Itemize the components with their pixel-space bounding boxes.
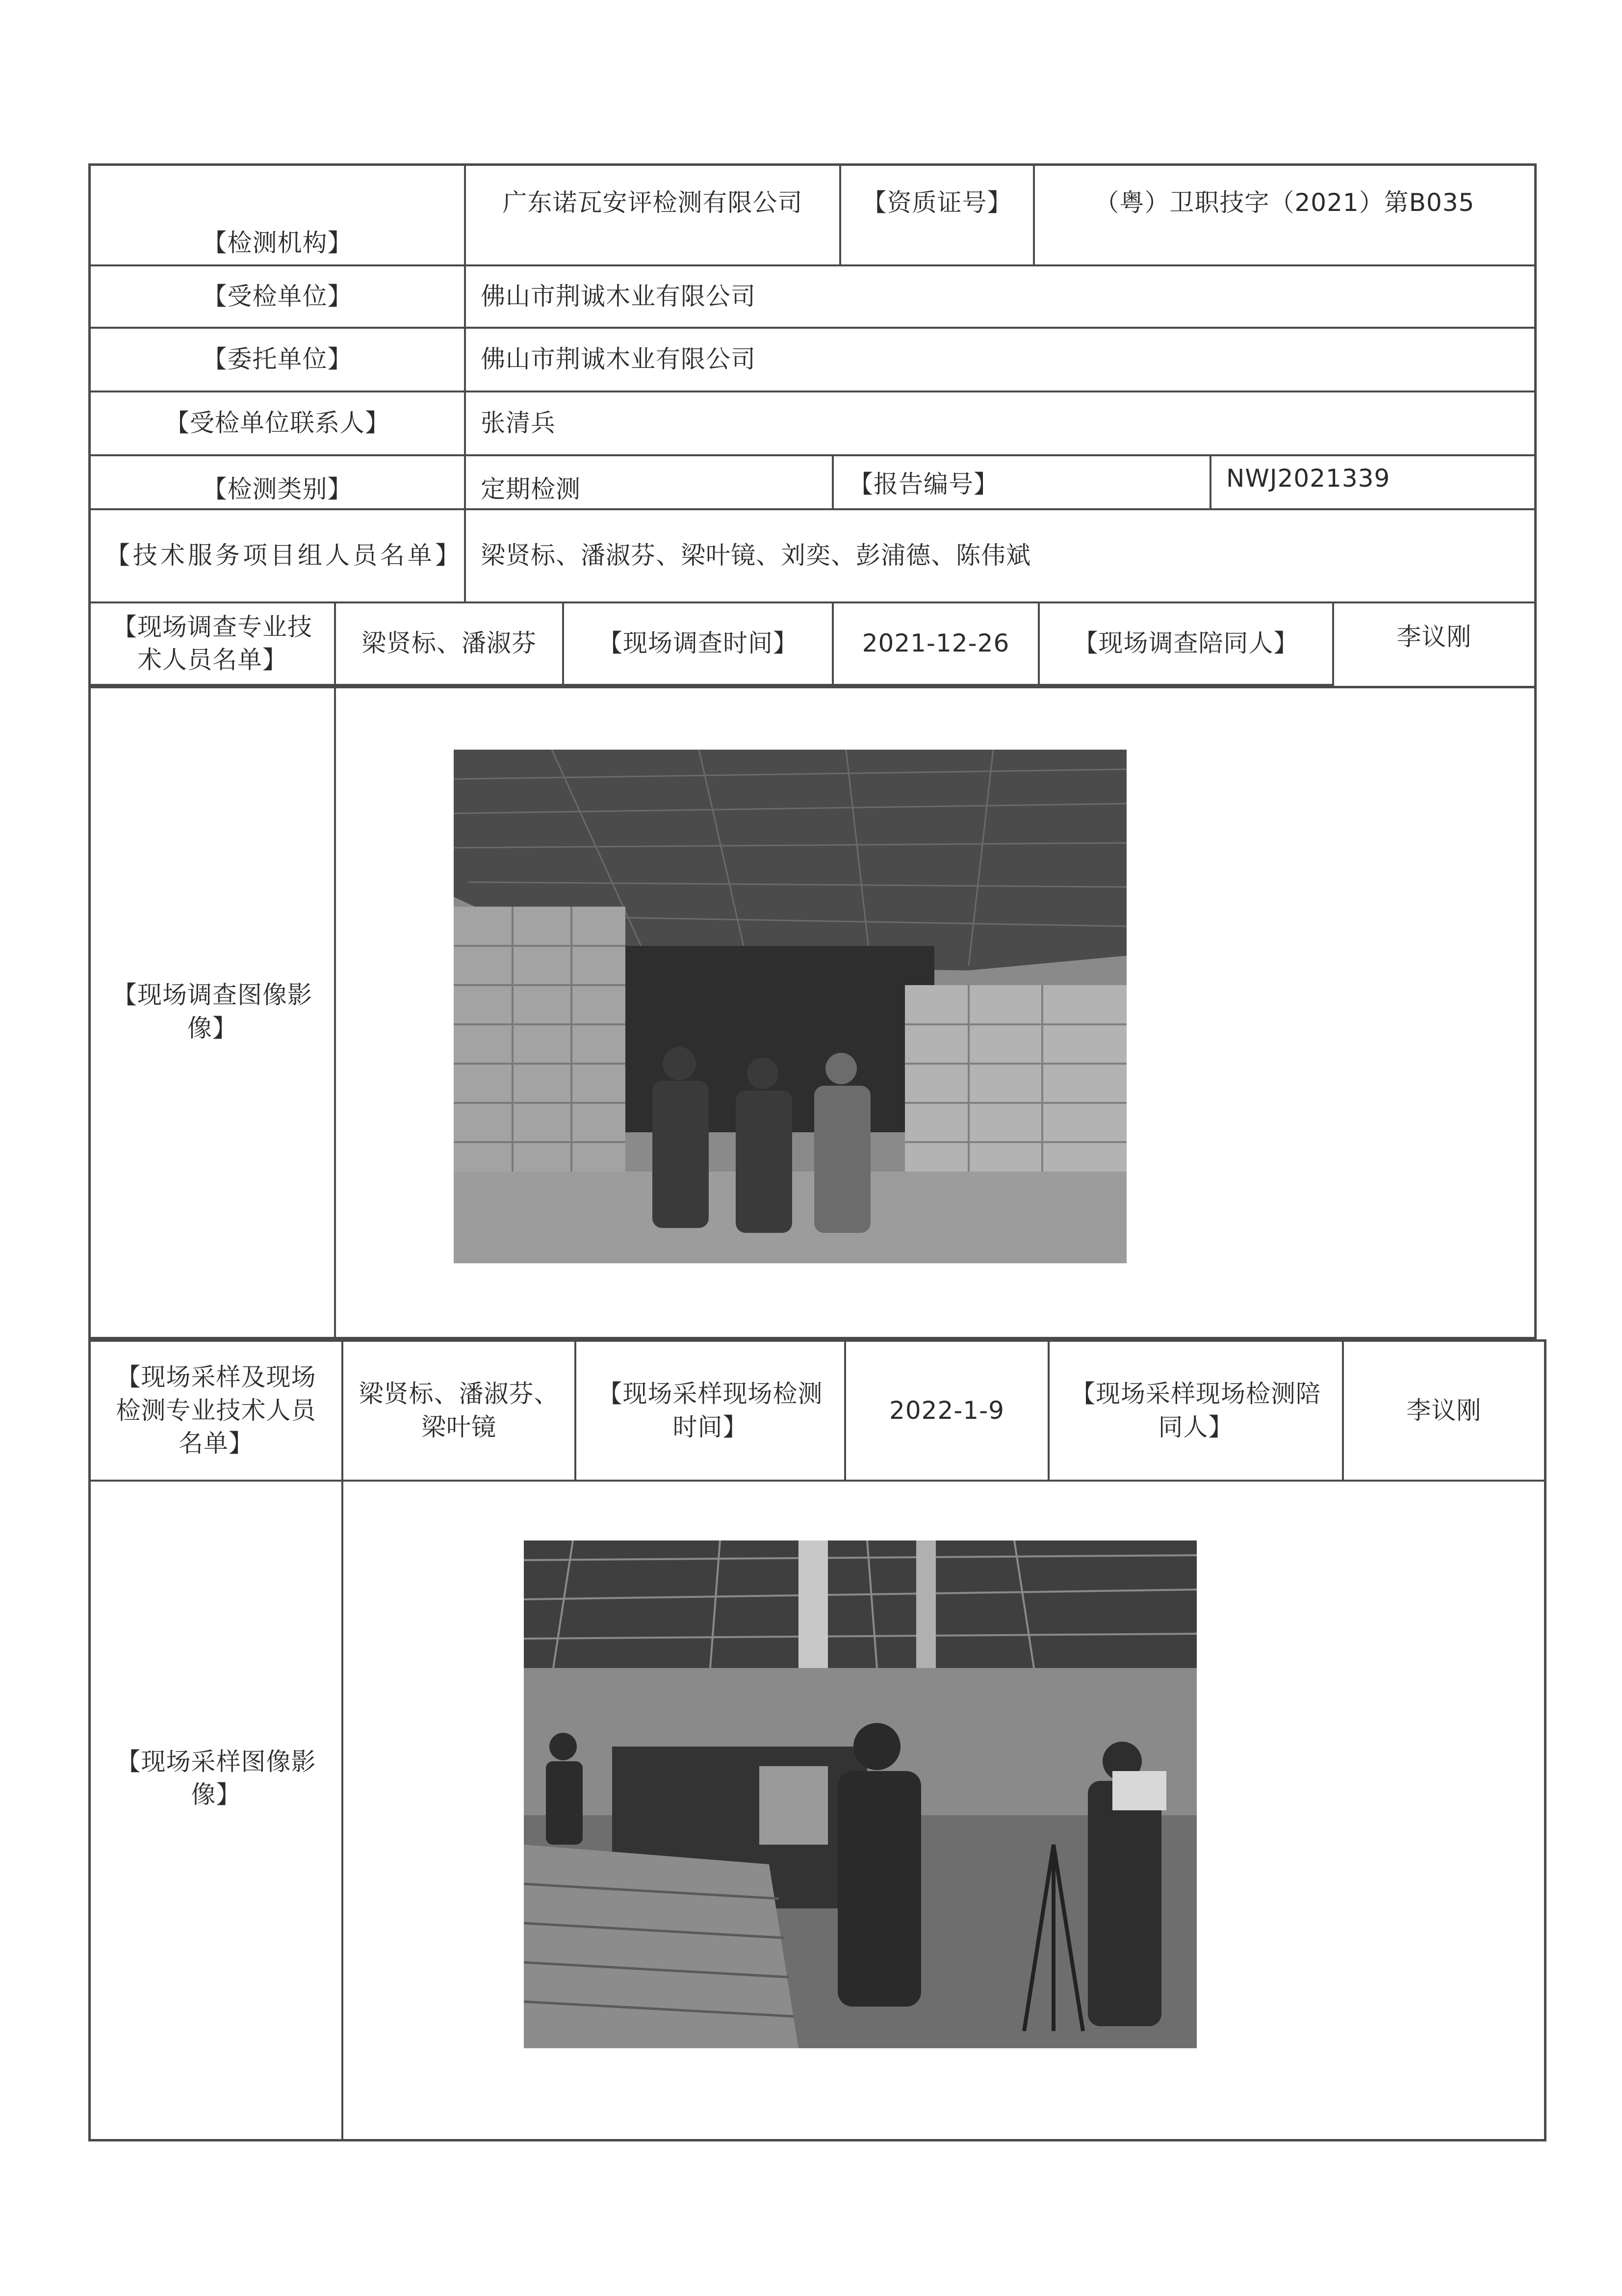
sampling-time-value: 2022-1-9	[846, 1342, 1050, 1482]
warehouse-photo-icon	[454, 750, 1127, 1263]
report-label: 【报告编号】	[834, 456, 1211, 510]
sampling-photo-icon	[524, 1540, 1197, 2048]
cert-value: （粤）卫职技字（2021）第B035	[1035, 166, 1534, 266]
type-label: 【检测类别】	[91, 456, 466, 510]
team-label: 【技术服务项目组人员名单】	[91, 510, 466, 603]
survey-image-label: 【现场调查图像影像】	[91, 687, 336, 1337]
cert-label: 【资质证号】	[841, 166, 1035, 266]
contact-value: 张清兵	[466, 392, 1534, 456]
contact-label: 【受检单位联系人】	[91, 392, 466, 456]
agency-label: 【检测机构】	[91, 166, 466, 266]
client-label: 【委托单位】	[91, 329, 466, 392]
agency-value: 广东诺瓦安评检测有限公司	[466, 166, 841, 266]
sampling-image-label: 【现场采样图像影像】	[91, 1482, 343, 2139]
team-value: 梁贤标、潘淑芬、梁叶镜、刘奕、彭浦德、陈伟斌	[466, 510, 1534, 603]
sampling-companion-value: 李议刚	[1344, 1342, 1544, 1482]
inspected-value: 佛山市荆诚木业有限公司	[466, 266, 1534, 329]
sampling-photo	[524, 1540, 1197, 2048]
type-value: 定期检测	[466, 456, 834, 510]
sampling-time-label: 【现场采样现场检测时间】	[576, 1342, 846, 1482]
survey-staff-value: 梁贤标、潘淑芬	[336, 603, 564, 686]
survey-staff-label: 【现场调查专业技术人员名单】	[91, 603, 336, 686]
inspected-label: 【受检单位】	[91, 266, 466, 329]
survey-photo	[454, 750, 1127, 1263]
sampling-staff-value: 梁贤标、潘淑芬、梁叶镜	[343, 1342, 576, 1482]
client-value: 佛山市荆诚木业有限公司	[466, 329, 1534, 392]
survey-time-value: 2021-12-26	[834, 603, 1040, 686]
report-value: NWJ2021339	[1211, 456, 1534, 510]
survey-companion-label: 【现场调查陪同人】	[1040, 603, 1334, 686]
sampling-staff-label: 【现场采样及现场检测专业技术人员名单】	[91, 1342, 343, 1482]
survey-companion-value: 李议刚	[1396, 623, 1472, 652]
sampling-companion-label: 【现场采样现场检测陪同人】	[1050, 1342, 1344, 1482]
survey-time-label: 【现场调查时间】	[564, 603, 834, 686]
